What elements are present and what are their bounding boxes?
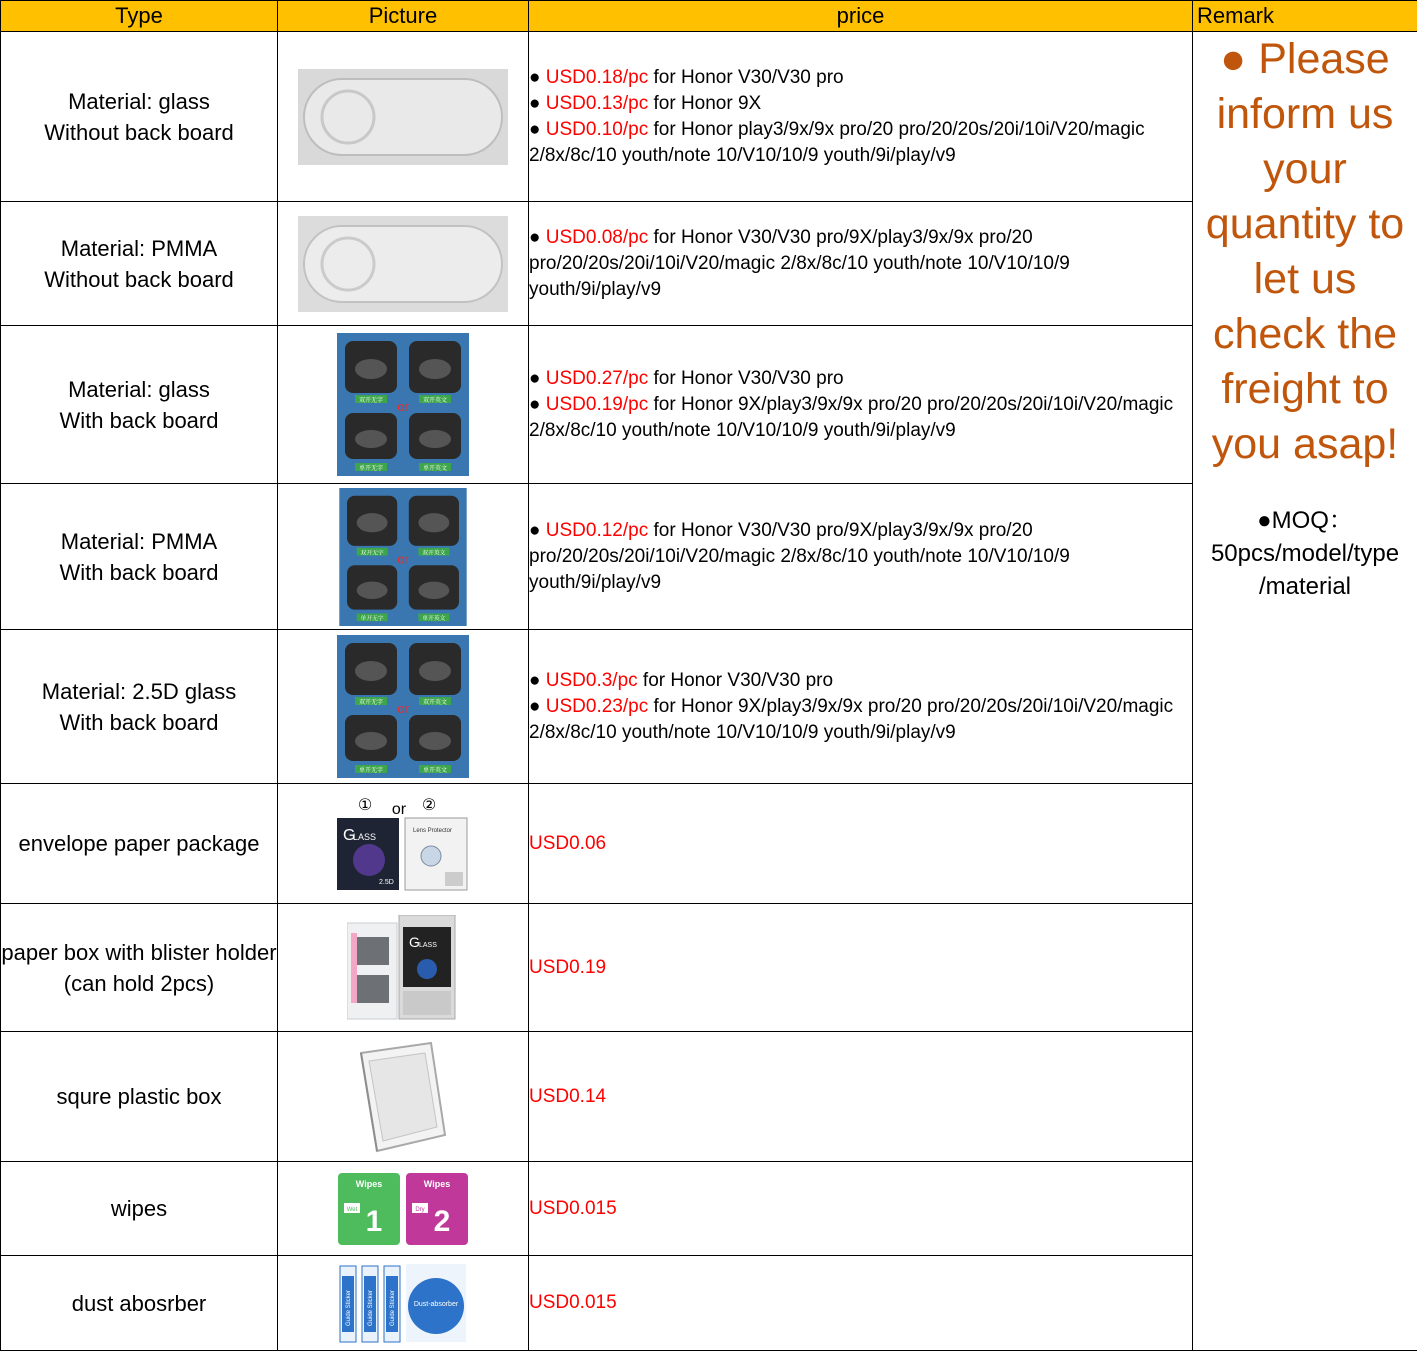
header-remark: Remark: [1193, 1, 1417, 32]
svg-text:单开英文: 单开英文: [422, 615, 446, 622]
remark-cell: [1193, 32, 1417, 1351]
svg-text:Wet: Wet: [346, 1206, 358, 1213]
price-value: USD0.08/pc: [545, 226, 649, 248]
header-picture: Picture: [278, 1, 529, 32]
svg-text:双开无字: 双开无字: [360, 550, 384, 557]
type-cell: [1, 784, 278, 904]
header-row: [1, 1, 1417, 32]
svg-text:2: 2: [433, 1204, 451, 1238]
picture-cell: [278, 630, 529, 784]
price-value: USD0.19/pc: [545, 393, 649, 415]
price-line: ● USD0.12/pc for Honor V30/V30 pro/9X/play3/9x/9x pro/20 pro/20/20s/20i/10i/V20/magic 2/8x/8c/10 youth/note 10/V10/10/9 youth/9i/play/v9: [529, 519, 1070, 593]
type-cell: [1, 1256, 278, 1351]
price-value: USD0.13/pc: [545, 92, 649, 114]
svg-text:G: G: [343, 826, 356, 844]
svg-text:or: or: [397, 551, 409, 566]
svg-text:LASS: LASS: [419, 941, 437, 949]
svg-text:Lens Protector: Lens Protector: [413, 827, 453, 834]
type-cell: [1, 1032, 278, 1162]
svg-text:Dry: Dry: [415, 1206, 425, 1213]
svg-text:Guide Sticker: Guide Sticker: [346, 1289, 352, 1326]
type-cell: [1, 326, 278, 484]
svg-text:or: or: [397, 399, 409, 414]
type-line: Material: PMMA: [60, 528, 218, 554]
type-line: With back board: [59, 407, 219, 433]
pmma-strip-image: [298, 216, 508, 312]
price-line: ● USD0.27/pc for Honor V30/V30 pro: [529, 367, 844, 389]
remark-notice: ● Please inform us your quantity to let us check the freight to you asap!: [1205, 35, 1405, 468]
type-line: With back board: [59, 559, 219, 585]
type-line: Material: glass: [68, 376, 210, 402]
type-line: dust abosrber: [71, 1290, 207, 1316]
type-line: Without back board: [44, 266, 234, 292]
price-line: ● USD0.19/pc for Honor 9X/play3/9x/9x pro/20 pro/20/20s/20i/10i/V20/magic 2/8x/8c/10 youth/note 10/V10/10/9 youth/9i/play/v9: [529, 393, 1174, 441]
svg-text:1: 1: [365, 1204, 383, 1238]
type-line: Material: PMMA: [60, 235, 218, 261]
price-value: USD0.14: [529, 1085, 607, 1107]
price-cell: [529, 484, 1193, 630]
svg-text:or: or: [397, 701, 409, 716]
price-line: ● USD0.18/pc for Honor V30/V30 pro: [529, 66, 844, 88]
back-board-card-image: [337, 333, 469, 476]
type-line: wipes: [110, 1196, 168, 1221]
svg-text:Guide Sticker: Guide Sticker: [390, 1289, 396, 1326]
svg-text:双开无字: 双开无字: [358, 398, 384, 404]
price-cell: [529, 904, 1193, 1032]
back-board-card-image: [337, 635, 469, 778]
type-cell: [1, 1162, 278, 1256]
svg-text:②: ②: [421, 796, 437, 814]
type-line: Material: 2.5D glass: [41, 678, 237, 704]
svg-text:单开无字: 单开无字: [358, 466, 384, 472]
back-board-card-image: [339, 488, 467, 626]
price-value: USD0.3/pc: [545, 669, 638, 691]
svg-text:Wipes: Wipes: [423, 1178, 451, 1189]
picture-cell: [278, 326, 529, 484]
picture-cell: [278, 1162, 529, 1256]
price-cell: [529, 326, 1193, 484]
type-line: squre plastic box: [56, 1084, 222, 1109]
price-cell: [529, 630, 1193, 784]
price-value: USD0.18/pc: [545, 66, 649, 88]
picture-cell: [278, 202, 529, 326]
svg-text:G: G: [409, 933, 420, 950]
price-value: USD0.19: [529, 956, 607, 978]
type-cell: [1, 630, 278, 784]
svg-text:双开英文: 双开英文: [422, 550, 446, 557]
price-cell: [529, 1256, 1193, 1351]
type-line: paper box with blister holder: [1, 939, 277, 965]
price-cell: [529, 202, 1193, 326]
svg-text:2.5D: 2.5D: [379, 878, 394, 886]
price-line: ● USD0.3/pc for Honor V30/V30 pro: [529, 669, 834, 691]
price-line: ● USD0.23/pc for Honor 9X/play3/9x/9x pro/20 pro/20/20s/20i/10i/V20/magic 2/8x/8c/10 youth/note 10/V10/10/9 youth/9i/play/v9: [529, 695, 1174, 743]
price-value: USD0.27/pc: [545, 367, 649, 389]
picture-cell: [278, 484, 529, 630]
svg-text:Guide Sticker: Guide Sticker: [368, 1289, 374, 1326]
price-value: USD0.015: [529, 1197, 617, 1219]
header-price: price: [529, 1, 1193, 32]
price-cell: [529, 1162, 1193, 1256]
blister-box-image: [347, 915, 459, 1021]
picture-cell: [278, 1256, 529, 1351]
price-value: USD0.015: [529, 1292, 617, 1313]
svg-text:or: or: [391, 800, 407, 818]
svg-text:单开无字: 单开无字: [360, 615, 384, 622]
plastic-box-image: [355, 1039, 451, 1155]
price-value: USD0.06: [529, 832, 607, 854]
header-type: Type: [1, 1, 278, 32]
type-line: Without back board: [44, 119, 234, 145]
price-cell: [529, 32, 1193, 202]
price-value: USD0.23/pc: [545, 695, 649, 717]
envelope-package-image: [333, 794, 473, 894]
table-row: [1, 32, 1417, 202]
glass-strip-image: [298, 69, 508, 165]
svg-text:单开英文: 单开英文: [422, 768, 448, 774]
wipes-image: [338, 1171, 468, 1247]
dust-absorber-image: [338, 1262, 468, 1344]
svg-text:Dust-absorber: Dust-absorber: [413, 1301, 459, 1308]
svg-text:LASS: LASS: [353, 831, 377, 842]
price-value: USD0.12/pc: [545, 519, 649, 541]
svg-text:①: ①: [357, 796, 373, 814]
picture-cell: [278, 32, 529, 202]
type-line: (can hold 2pcs): [63, 970, 215, 996]
type-line: With back board: [59, 709, 219, 735]
price-line: ● USD0.10/pc for Honor play3/9x/9x pro/20 pro/20/20s/20i/10i/V20/magic 2/8x/8c/10 youth/note 10/V10/10/9 youth/9i/play/v9: [529, 118, 1145, 166]
type-line: envelope paper package: [18, 831, 260, 856]
svg-text:单开无字: 单开无字: [358, 768, 384, 774]
svg-text:双开英文: 双开英文: [422, 398, 448, 404]
price-cell: [529, 784, 1193, 904]
type-cell: [1, 904, 278, 1032]
type-cell: [1, 32, 278, 202]
picture-cell: [278, 784, 529, 904]
svg-text:单开英文: 单开英文: [422, 466, 448, 472]
svg-text:双开无字: 双开无字: [358, 700, 384, 706]
picture-cell: [278, 1032, 529, 1162]
remark-moq: ●MOQ： 50pcs/model/type /material: [1210, 507, 1400, 600]
type-line: Material: glass: [68, 88, 210, 114]
price-line: ● USD0.13/pc for Honor 9X: [529, 92, 762, 114]
type-cell: [1, 484, 278, 630]
svg-text:双开英文: 双开英文: [422, 700, 448, 706]
price-line: ● USD0.08/pc for Honor V30/V30 pro/9X/play3/9x/9x pro/20 pro/20/20s/20i/10i/V20/magic 2/8x/8c/10 youth/note 10/V10/10/9 youth/9i/play/v9: [529, 226, 1070, 300]
picture-cell: [278, 904, 529, 1032]
svg-text:Wipes: Wipes: [355, 1178, 383, 1189]
price-value: USD0.10/pc: [545, 118, 649, 140]
type-cell: [1, 202, 278, 326]
price-cell: [529, 1032, 1193, 1162]
